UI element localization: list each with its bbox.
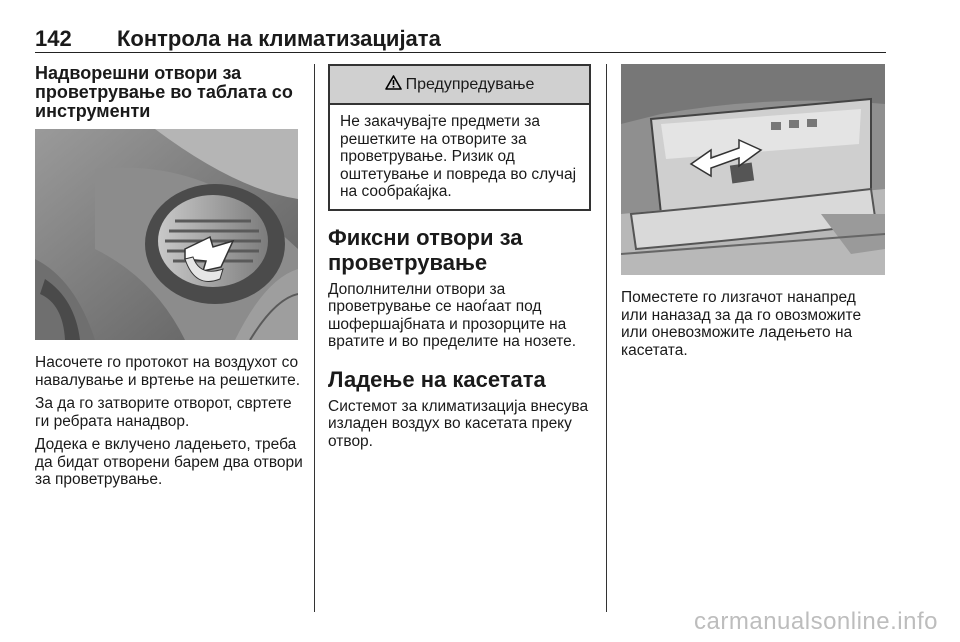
glovebox-slider-illustration: [621, 64, 885, 275]
column-divider: [314, 64, 315, 612]
paragraph: Дополнителни отвори за проветрување се наоѓаат под шофершајбната и прозорците на вратите и во пределите на нозете.: [328, 280, 577, 350]
page-header: [35, 28, 886, 53]
column-left: [35, 64, 303, 495]
column-right: [621, 64, 885, 365]
page-number: 142: [35, 26, 72, 51]
column-middle: [328, 64, 591, 456]
warning-header: [330, 66, 589, 105]
warning-text: Не закачувајте предмети за решетките на отворите за проветрување. Ризик од оштетување и повреда во случај на сообраќајка.: [340, 113, 577, 200]
column-divider: [606, 64, 607, 612]
section-heading: Фиксни отвори за проветрување: [328, 224, 523, 275]
warning-title: Предупредување: [405, 75, 535, 93]
dashboard-vent-illustration: [35, 129, 298, 340]
section-heading: Ладење на касетата: [328, 366, 546, 392]
watermark: carmanualsonline.info: [694, 608, 938, 635]
warning-triangle-icon: [385, 75, 406, 95]
caption: Поместете го лизгачот нанапред или наназад за да го овозможите или оневозможите ладењето на касетата.: [621, 289, 862, 359]
paragraph: Насочете го протокот на воздухот со навалување и вртење на решетките.: [35, 354, 301, 389]
paragraph: Додека е вклучено ладењето, треба да бидат отворени барем два отвори за проветрување.: [35, 436, 303, 488]
chapter-title: Контрола на климатизацијата: [117, 26, 441, 51]
warning-box: [328, 64, 591, 211]
section-heading: Надворешни отвори за проветрување во таблата со инструменти: [35, 63, 293, 121]
paragraph: За да го затворите отворот, свртете ги ребрата нанадвор.: [35, 395, 292, 430]
paragraph: Системот за климатизација внесува изладен воздух во касетата преку отвор.: [328, 397, 589, 450]
